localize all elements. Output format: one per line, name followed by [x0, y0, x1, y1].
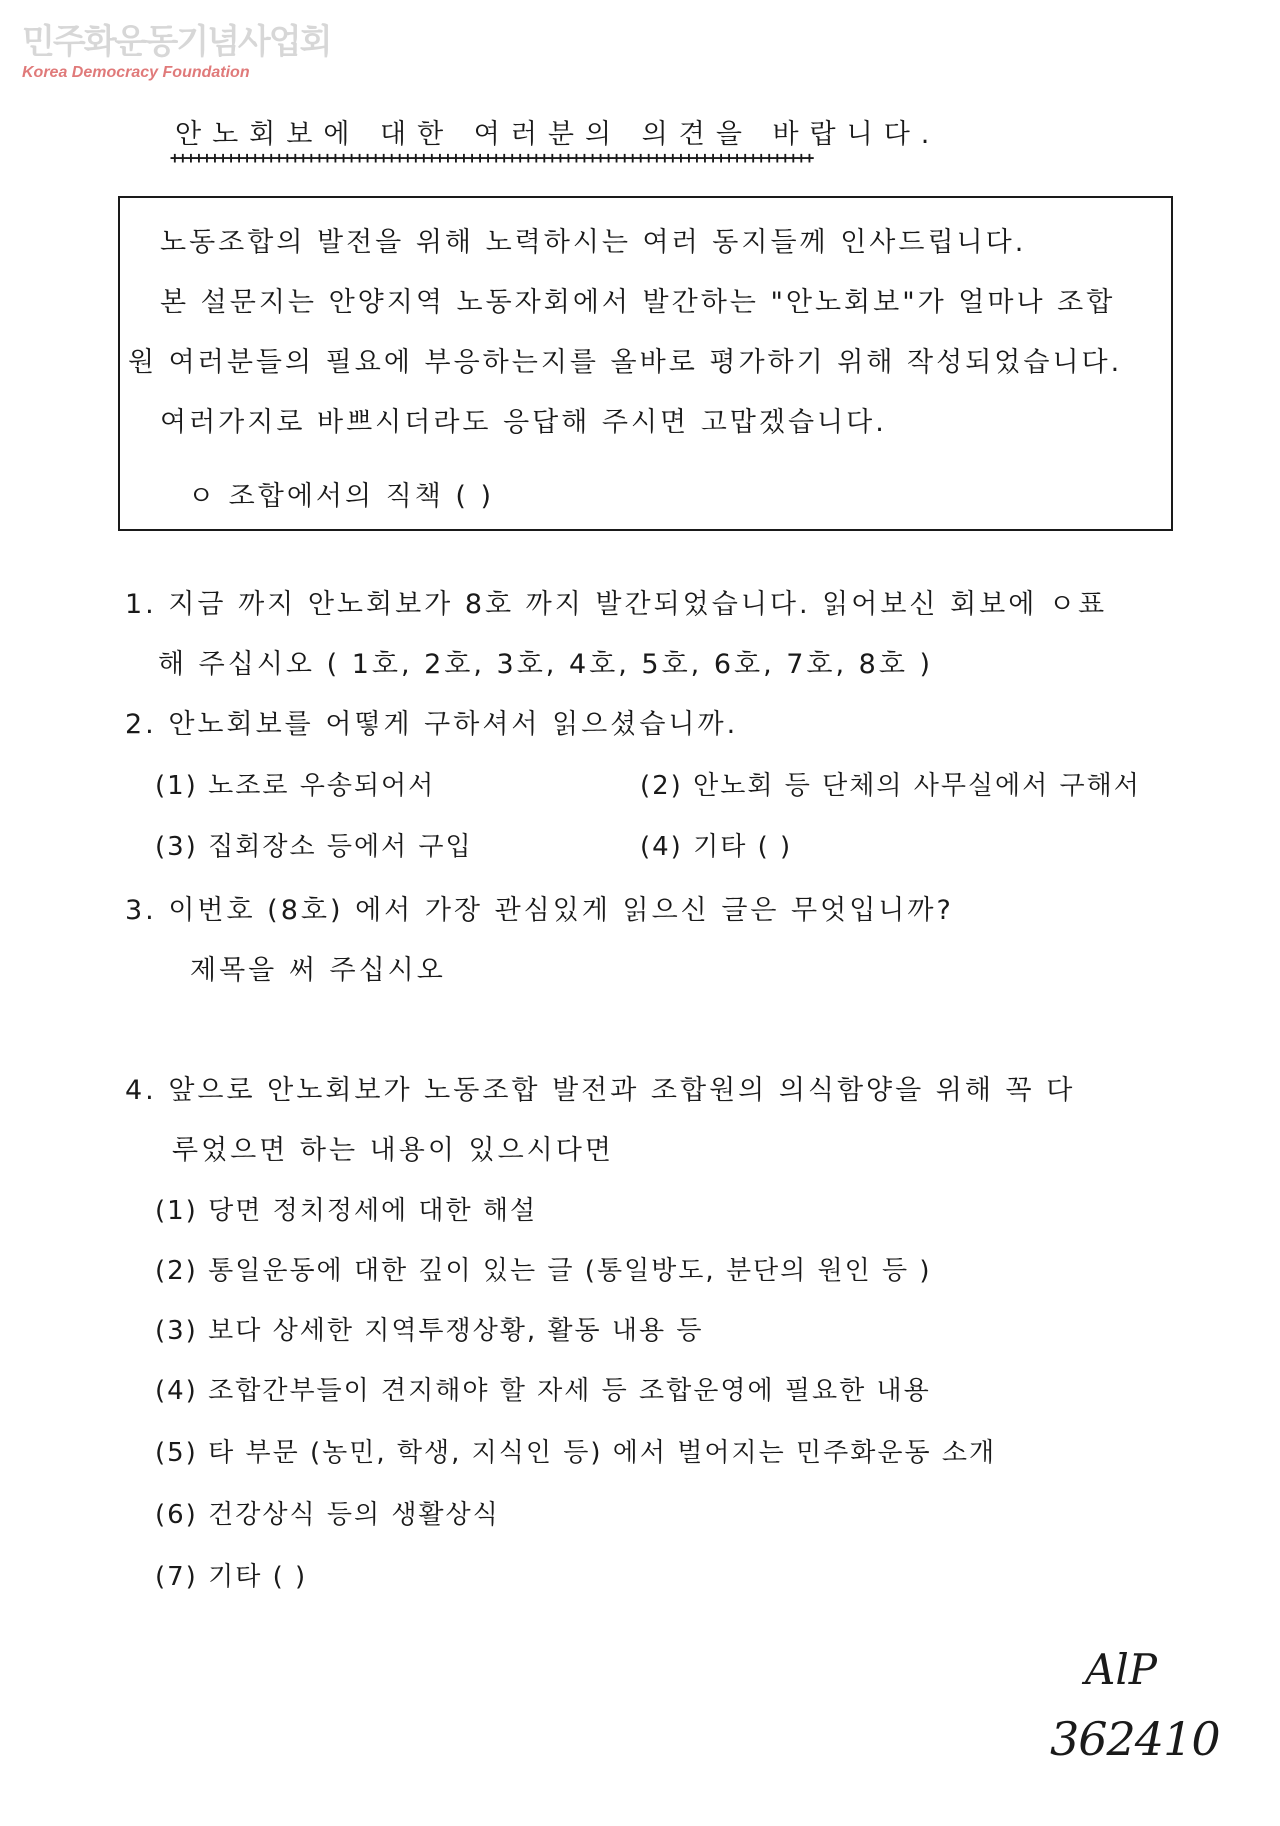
intro-line-4: 여러가지로 바쁘시더라도 응답해 주시면 고맙겠습니다. — [160, 407, 887, 438]
question-1-line-2: 해 주십시오 ( 1호, 2호, 3호, 4호, 5호, 6호, 7호, 8호 ) — [158, 649, 934, 680]
intro-line-3: 원 여러분들의 필요에 부응하는지를 올바로 평가하기 위해 작성되었습니다. — [128, 347, 1123, 378]
question-4-option-2: (2) 통일운동에 대한 깊이 있는 글 (통일방도, 분단의 원인 등 ) — [155, 1256, 932, 1286]
question-4-option-3: (3) 보다 상세한 지역투쟁상황, 활동 내용 등 — [155, 1316, 704, 1346]
intro-line-1: 노동조합의 발전을 위해 노력하시는 여러 동지들께 인사드립니다. — [160, 227, 1027, 258]
question-4-line-1: 4. 앞으로 안노회보가 노동조합 발전과 조합원의 의식함양을 위해 꼭 다 — [125, 1075, 1076, 1106]
question-4-option-4: (4) 조합간부들이 견지해야 할 자세 등 조합운영에 필요한 내용 — [155, 1376, 931, 1406]
question-1-line-1: 1. 지금 까지 안노회보가 8호 까지 발간되었습니다. 읽어보신 회보에 ㅇ표 — [125, 589, 1108, 620]
position-field: ㅇ 조합에서의 직책 ( ) — [188, 481, 495, 512]
question-2: 2. 안노회보를 어떻게 구하셔서 읽으셨습니까. — [125, 709, 739, 740]
question-2-option-1: (1) 노조로 우송되어서 — [155, 771, 436, 801]
watermark-korean-text: 민주화운동기념사업회 — [22, 22, 331, 62]
watermark-english-text: Korea Democracy Foundation — [22, 64, 250, 81]
question-3-line-1: 3. 이번호 (8호) 에서 가장 관심있게 읽으신 글은 무엇입니까? — [125, 895, 954, 926]
question-4-line-2: 루었으면 하는 내용이 있으시다면 — [172, 1135, 614, 1166]
intro-line-2: 본 설문지는 안양지역 노동자회에서 발간하는 "안노회보"가 얼마나 조합 — [160, 287, 1116, 318]
question-2-option-3: (3) 집회장소 등에서 구입 — [155, 832, 473, 862]
handwritten-mark: AlP — [1085, 1645, 1158, 1694]
question-2-option-2: (2) 안노회 등 단체의 사무실에서 구해서 — [640, 771, 1141, 801]
survey-title: 안노회보에 대한 여러분의 의견을 바랍니다. — [175, 119, 941, 150]
question-4-option-1: (1) 당면 정치정세에 대한 해설 — [155, 1196, 538, 1226]
question-4-option-6: (6) 건강상식 등의 생활상식 — [155, 1500, 500, 1530]
question-4-option-7: (7) 기타 ( ) — [155, 1562, 308, 1592]
watermark-logo — [22, 22, 330, 82]
question-3-line-2: 제목을 써 주십시오 — [190, 955, 446, 986]
question-4-option-5: (5) 타 부문 (농민, 학생, 지식인 등) 에서 벌어지는 민주화운동 소개 — [155, 1438, 997, 1468]
question-2-option-4: (4) 기타 ( ) — [640, 832, 793, 862]
title-divider: ++++++++++++++++++++++++++++++++++++++++++++++++++++++++++++++++++++++++++++++++ — [170, 148, 813, 167]
handwritten-number: 362410 — [1050, 1712, 1220, 1766]
